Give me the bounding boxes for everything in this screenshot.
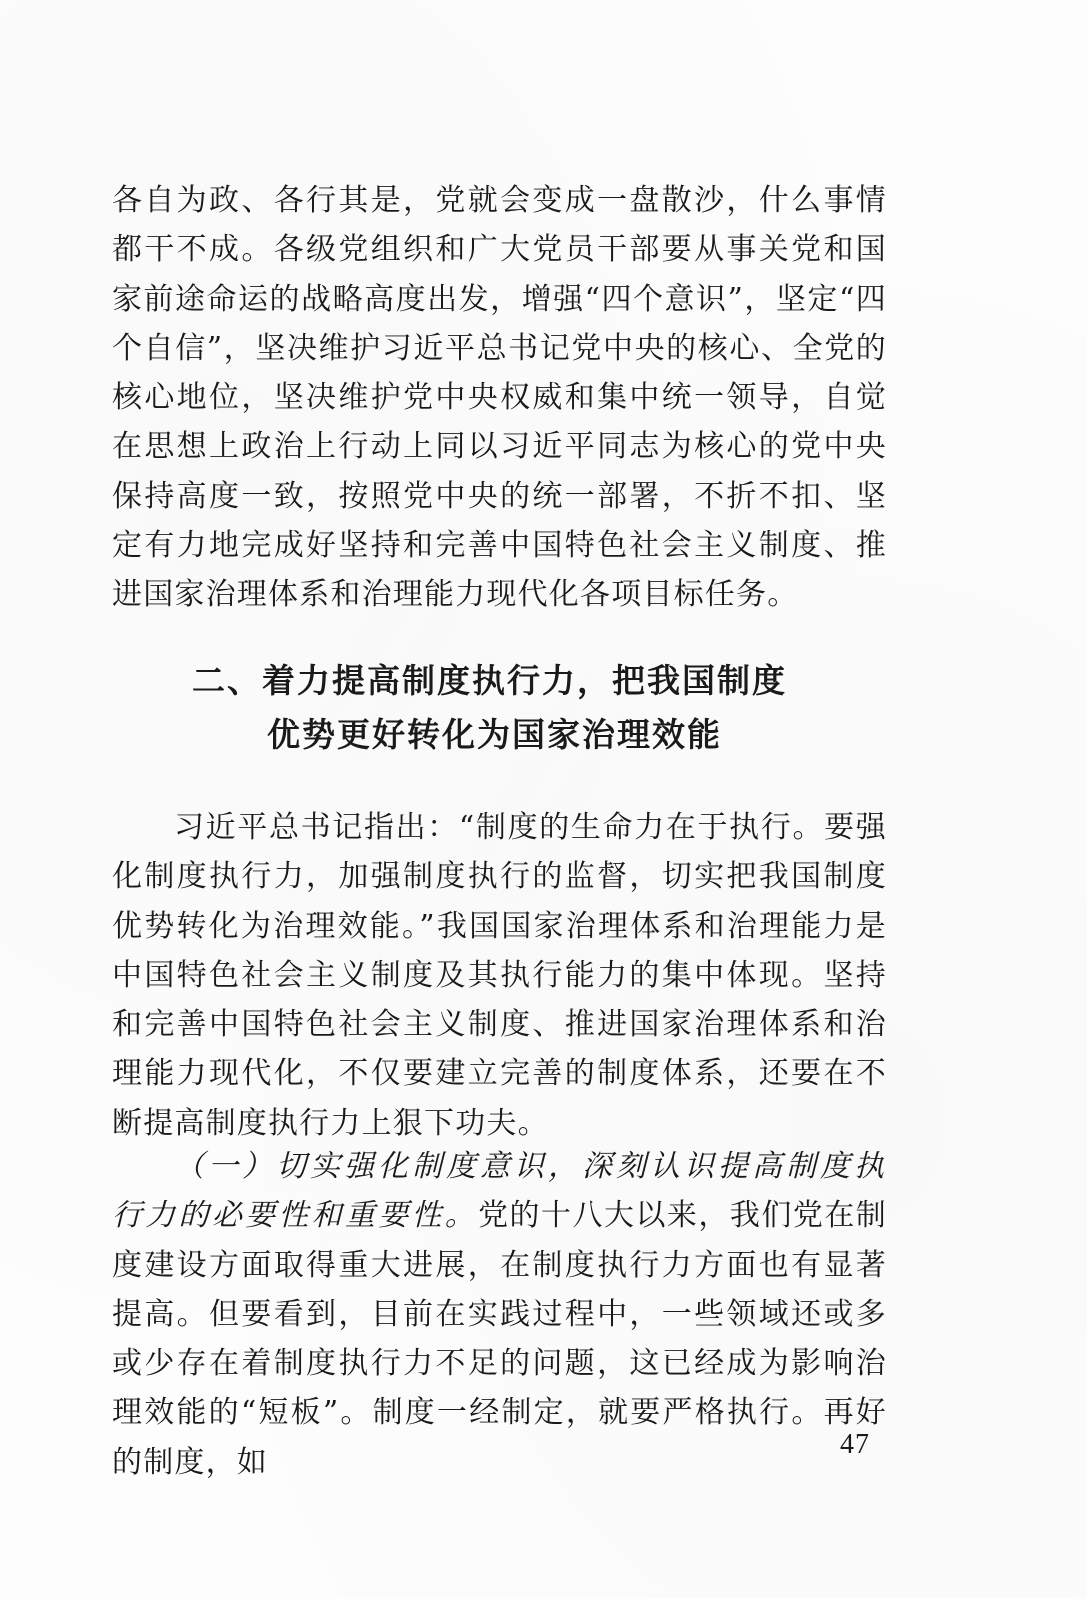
subsection-lead-emphasis: （一）切实强化制度意识，深刻认识提高制度执行力的必要性和重要性。 (112, 1149, 887, 1234)
paragraph-quote: 习近平总书记指出：“制度的生命力在于执行。要强化制度执行力，加强制度执行的监督，切实把我国制度优势转化为治理效能。”我国国家治理体系和治理能力是中国特色社会主义制度及其执行能力的集中体现。坚持和完善中国特色社会主义制度、推进国家治理体系和治理能力现代化，不仅要建立完善的制度体系，还要在不断提高制度执行力上狠下功夫。 (112, 810, 887, 1141)
section-heading-line-2: 优势更好转化为国家治理效能 (267, 715, 722, 754)
section-heading-line-1: 二、着力提高制度执行力，把我国制度 (192, 661, 787, 700)
subsection-body-text: 党的十八大以来，我们党在制度建设方面取得重大进展，在制度执行力方面也有显著提高。但要看到，目前在实践过程中，一些领域还或多或少存在着制度执行力不足的问题，这已经成为影响治理效能的“短板”。制度一经制定，就要严格执行。再好的制度，如 (112, 1198, 887, 1480)
page-number: 47 (840, 1429, 870, 1460)
paragraph-continued: 各自为政、各行其是，党就会变成一盘散沙，什么事情都干不成。各级党组织和广大党员干部要从事关党和国家前途命运的战略高度出发，增强“四个意识”，坚定“四个自信”，坚决维护习近平总书记党中央的核心、全党的核心地位，坚决维护党中央权威和集中统一领导，自觉在思想上政治上行动上同以习近平同志为核心的党中央保持高度一致，按照党中央的统一部署，不折不扣、坚定有力地完成好坚持和完善中国特色社会主义制度、推进国家治理体系和治理能力现代化各项目标任务。 (112, 183, 887, 613)
paragraph-subsection-one (112, 1142, 887, 1487)
section-heading (112, 654, 887, 762)
